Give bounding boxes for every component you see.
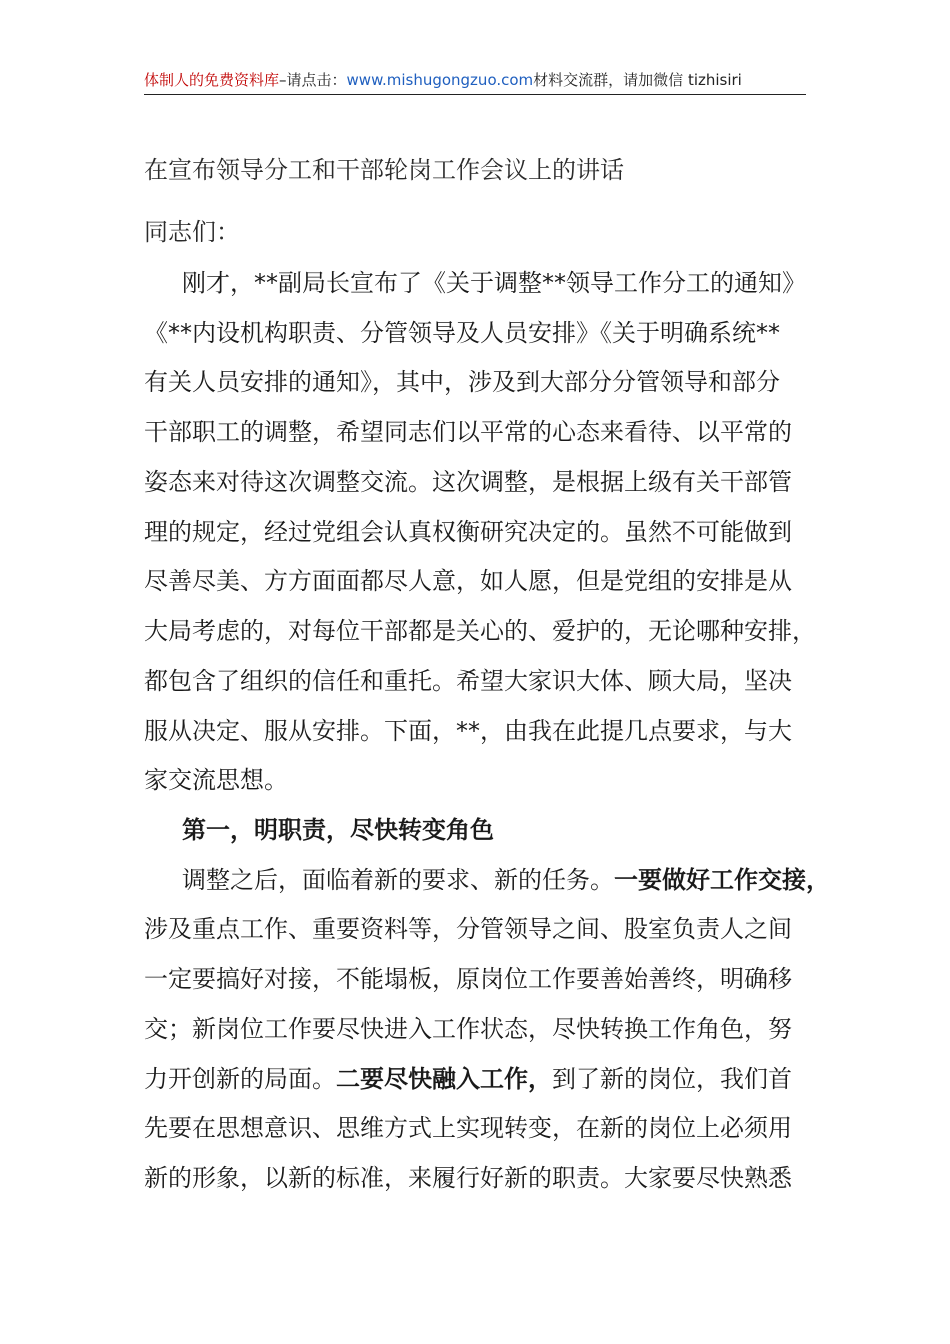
paragraph-line: 一定要搞好对接，不能塌板，原岗位工作要善始善终，明确移 bbox=[144, 965, 792, 993]
text-run: 力开创新的局面。 bbox=[144, 1065, 336, 1093]
paragraph-line bbox=[144, 1061, 806, 1097]
paragraph-line: 刚才，**副局长宣布了《关于调整**领导工作分工的通知》 bbox=[182, 269, 806, 297]
paragraph-line: 交；新岗位工作要尽快进入工作状态，尽快转换工作角色，努 bbox=[144, 1015, 792, 1043]
paragraph-line: 尽善尽美、方方面面都尽人意，如人愿，但是党组的安排是从 bbox=[144, 567, 792, 595]
paragraph-line: 大局考虑的，对每位干部都是关心的、爱护的，无论哪种安排， bbox=[144, 617, 816, 645]
paragraph-line: 家交流思想。 bbox=[144, 766, 288, 794]
page-header bbox=[144, 70, 806, 95]
paragraph-line: 干部职工的调整，希望同志们以平常的心态来看待、以平常的 bbox=[144, 418, 792, 446]
paragraph-line: 姿态来对待这次调整交流。这次调整，是根据上级有关干部管 bbox=[144, 468, 792, 496]
paragraph-line: 有关人员安排的通知》，其中，涉及到大部分分管领导和部分 bbox=[144, 368, 780, 396]
paragraph-line: 都包含了组织的信任和重托。希望大家识大体、顾大局，坚决 bbox=[144, 667, 792, 695]
paragraph-line bbox=[144, 862, 830, 898]
bold-text-run: 一要做好工作交接， bbox=[614, 866, 830, 894]
paragraph-line: 先要在思想意识、思维方式上实现转变，在新的岗位上必须用 bbox=[144, 1114, 792, 1142]
paragraph-line: 理的规定，经过党组会认真权衡研究决定的。虽然不可能做到 bbox=[144, 518, 792, 546]
paragraph-line: 涉及重点工作、重要资料等，分管领导之间、股室负责人之间 bbox=[144, 915, 792, 943]
text-run: 到了新的岗位，我们首 bbox=[552, 1065, 792, 1093]
header-prompt: –请点击： bbox=[279, 71, 347, 89]
greeting: 同志们： bbox=[144, 218, 240, 246]
paragraph-line: 《**内设机构职责、分管领导及人员安排》《关于明确系统** bbox=[144, 319, 780, 347]
paragraph-line: 服从决定、服从安排。下面，**，由我在此提几点要求，与大 bbox=[144, 717, 792, 745]
document-title: 在宣布领导分工和干部轮岗工作会议上的讲话 bbox=[144, 156, 624, 184]
header-brand: 体制人的免费资料库 bbox=[144, 71, 280, 89]
header-link[interactable]: www.mishugongzuo.com bbox=[346, 71, 534, 89]
section-heading: 第一，明职责，尽快转变角色 bbox=[182, 816, 494, 844]
text-run: 调整之后，面临着新的要求、新的任务。 bbox=[182, 866, 614, 894]
bold-text-run: 二要尽快融入工作， bbox=[336, 1065, 552, 1093]
paragraph-line: 新的形象，以新的标准，来履行好新的职责。大家要尽快熟悉 bbox=[144, 1164, 792, 1192]
header-contact: 材料交流群，请加微信 tizhisiri bbox=[533, 71, 742, 89]
